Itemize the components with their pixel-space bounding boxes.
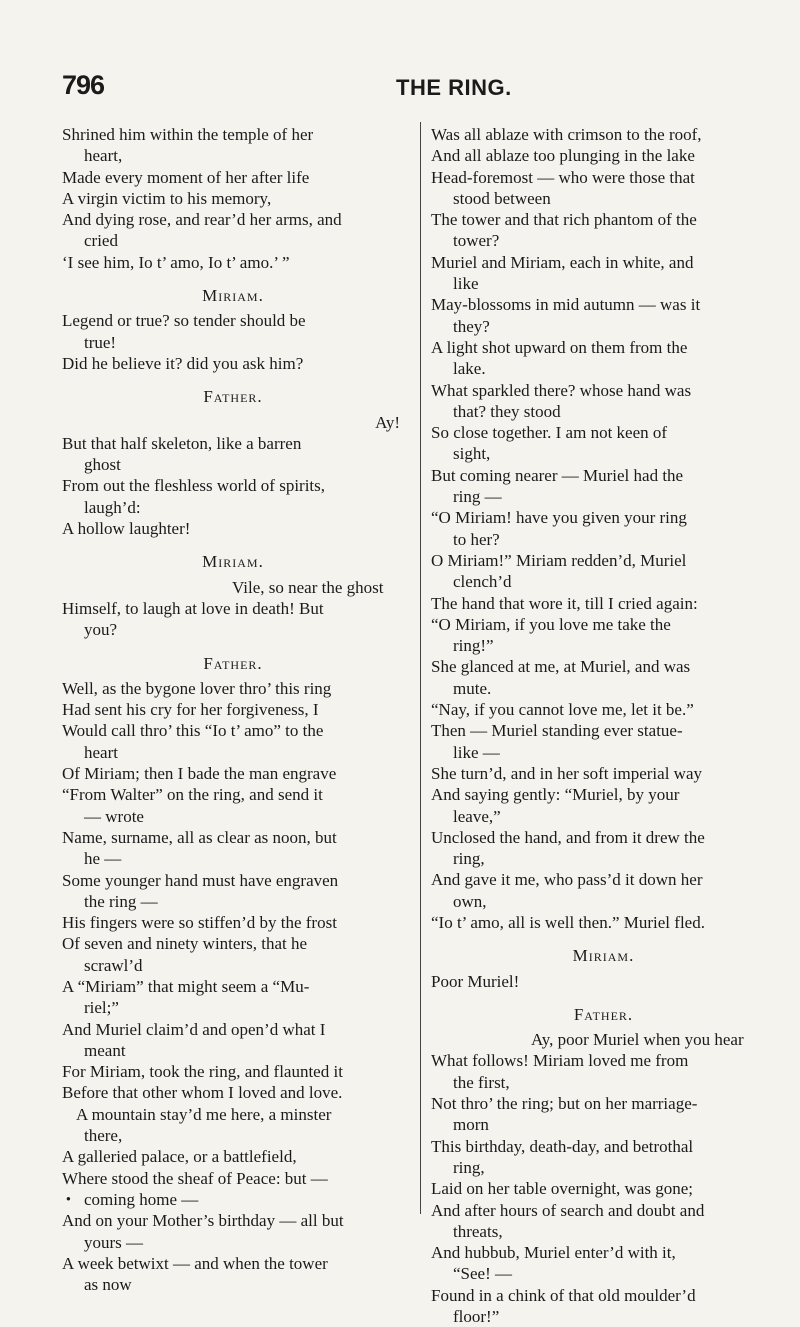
verse-line: coming home — (84, 1189, 199, 1209)
verse-line: “Nay, if you cannot love me, let it be.” (431, 700, 694, 720)
verse-line: cried (84, 231, 118, 251)
verse-line: A hollow laughter! (62, 519, 191, 539)
verse-line: ring — (453, 487, 502, 507)
verse-line: “From Walter” on the ring, and send it (62, 785, 323, 805)
verse-line: Muriel and Miriam, each in white, and (431, 252, 694, 272)
page-number: 796 (62, 70, 105, 100)
verse-line: morn (453, 1115, 489, 1135)
verse-line: mute. (453, 678, 492, 698)
verse-line: laugh’d: (84, 497, 141, 517)
verse-line: scrawl’d (84, 955, 143, 975)
speaker-name: Miriam. (202, 286, 264, 306)
verse-line: Did he believe it? did you ask him? (62, 353, 304, 373)
verse-line: Ay, poor Muriel when you hear (531, 1030, 744, 1050)
verse-line: the first, (453, 1072, 510, 1092)
verse-line: O Miriam!” Miriam redden’d, Muriel (431, 550, 687, 570)
verse-line: ring, (453, 849, 485, 869)
verse-line: threats, (453, 1221, 503, 1241)
verse-line: From out the fleshless world of spirits, (62, 476, 326, 496)
verse-line: Before that other whom I loved and love. (62, 1083, 343, 1103)
verse-line: lake. (453, 359, 486, 379)
verse-line: Poor Muriel! (431, 971, 520, 991)
verse-line: Name, surname, all as clear as noon, but (62, 827, 337, 847)
verse-line: Some younger hand must have engraven (62, 870, 339, 890)
verse-line: His fingers were so stiffen’d by the frost (62, 913, 337, 933)
verse-line: Ay! (375, 412, 400, 432)
verse-line: Laid on her table overnight, was gone; (431, 1179, 694, 1199)
verse-line: Where stood the sheaf of Peace: but — (62, 1168, 328, 1188)
running-title: THE RING. (396, 75, 512, 100)
verse-line: “O Miriam! have you given your ring (431, 508, 687, 528)
verse-line: So close together. I am not keen of (431, 423, 668, 443)
verse-line: And saying gently: “Muriel, by your (431, 785, 680, 805)
verse-line: that? they stood (453, 401, 561, 421)
verse-line: yours — (84, 1232, 144, 1252)
verse-line: heart (84, 742, 118, 762)
verse-line: “O Miriam, if you love me take the (431, 614, 671, 634)
verse-line: Then — Muriel standing ever statue- (431, 721, 683, 741)
verse-line: She glanced at me, at Muriel, and was (431, 657, 691, 677)
verse-line: leave,” (453, 806, 501, 826)
verse-line: like (453, 274, 479, 294)
verse-line: This birthday, death-day, and betrothal (431, 1136, 694, 1156)
verse-line: Of Miriam; then I bade the man engrave (62, 764, 337, 784)
verse-line: What sparkled there? whose hand was (431, 380, 692, 400)
verse-line: But coming nearer — Muriel had the (431, 465, 684, 485)
verse-line: The tower and that rich phantom of the (431, 210, 697, 230)
verse-line: And hubbub, Muriel enter’d with it, (431, 1243, 676, 1263)
verse-line: And gave it me, who pass’d it down her (431, 870, 703, 890)
verse-line: Vile, so near the ghost (232, 577, 384, 597)
verse-line: A galleried palace, or a battlefield, (62, 1147, 297, 1167)
verse-line: they? (453, 316, 490, 336)
verse-line: — wrote (84, 806, 144, 826)
verse-line: And after hours of search and doubt and (431, 1200, 705, 1220)
verse-line: And on your Mother’s birthday — all but (62, 1211, 344, 1231)
verse-line: Head-foremost — who were those that (431, 167, 695, 187)
verse-line: like — (453, 742, 500, 762)
verse-line: What follows! Miriam loved me from (431, 1051, 689, 1071)
speaker-name: Father. (203, 387, 263, 407)
verse-line: true! (84, 332, 117, 352)
verse-line: And all ablaze too plunging in the lake (431, 146, 695, 166)
bullet-mark: ● (66, 1194, 71, 1203)
verse-line: heart, (84, 146, 123, 166)
verse-line: Himself, to laugh at love in death! But (62, 598, 324, 618)
verse-line: Unclosed the hand, and from it drew the (431, 827, 705, 847)
verse-line: ‘I see him, Io t’ amo, Io t’ amo.’ ” (62, 252, 290, 272)
verse-line: May-blossoms in mid autumn — was it (431, 295, 701, 315)
verse-line: as now (84, 1275, 132, 1295)
verse-line: ghost (84, 455, 121, 475)
verse-line: A virgin victim to his memory, (62, 188, 272, 208)
verse-line: The hand that wore it, till I cried again: (431, 593, 698, 613)
verse-line: there, (84, 1126, 123, 1146)
verse-line: ring!” (453, 636, 494, 656)
verse-line: Legend or true? so tender should be (62, 311, 306, 331)
verse-line: Had sent his cry for her forgiveness, I (62, 700, 319, 720)
verse-line: “Io t’ amo, all is well then.” Muriel fled. (431, 912, 705, 932)
verse-line: stood between (453, 188, 551, 208)
verse-line: the ring — (84, 891, 158, 911)
verse-line: A “Miriam” that might seem a “Mu- (62, 976, 310, 996)
verse-line: Was all ablaze with crimson to the roof, (431, 125, 702, 144)
verse-line: tower? (453, 231, 500, 251)
verse-line: own, (453, 891, 487, 911)
verse-line: Made every moment of her after life (62, 167, 310, 187)
column-divider (420, 122, 421, 1214)
verse-line: Shrined him within the temple of her (62, 125, 314, 144)
verse-line: Would call thro’ this “Io t’ amo” to the (62, 721, 324, 741)
verse-line: Of seven and ninety winters, that he (62, 934, 308, 954)
page-header (62, 70, 730, 106)
verse-line: She turn’d, and in her soft imperial way (431, 763, 702, 783)
verse-line: A mountain stay’d me here, a minster (76, 1104, 332, 1124)
verse-line: he — (84, 849, 122, 869)
verse-line: to her? (453, 529, 500, 549)
verse-line: And dying rose, and rear’d her arms, and (62, 210, 342, 230)
verse-line: Found in a chink of that old moulder’d (431, 1285, 696, 1305)
speaker-name: Father. (203, 653, 263, 673)
verse-line: floor!” (453, 1307, 500, 1327)
verse-line: meant (84, 1040, 126, 1060)
verse-line: A light shot upward on them from the (431, 337, 688, 357)
speaker-name: Miriam. (572, 946, 635, 966)
speaker-name: Father. (573, 1004, 634, 1024)
verse-line: riel;” (84, 998, 119, 1018)
verse-line: For Miriam, took the ring, and flaunted it (62, 1062, 343, 1082)
verse-line: “See! — (453, 1264, 513, 1284)
verse-line: clench’d (453, 572, 512, 592)
verse-line: you? (84, 620, 118, 640)
verse-line: ring, (453, 1157, 485, 1177)
verse-line: And Muriel claim’d and open’d what I (62, 1019, 326, 1039)
right-column (431, 124, 776, 1327)
speaker-name: Miriam. (202, 552, 264, 572)
left-column (62, 124, 404, 1295)
verse-line: Well, as the bygone lover thro’ this ring (62, 678, 332, 698)
verse-line: Not thro’ the ring; but on her marriage- (431, 1094, 698, 1114)
verse-line: But that half skeleton, like a barren (62, 433, 302, 453)
verse-line: A week betwixt — and when the tower (62, 1253, 328, 1273)
verse-line: sight, (453, 444, 491, 464)
